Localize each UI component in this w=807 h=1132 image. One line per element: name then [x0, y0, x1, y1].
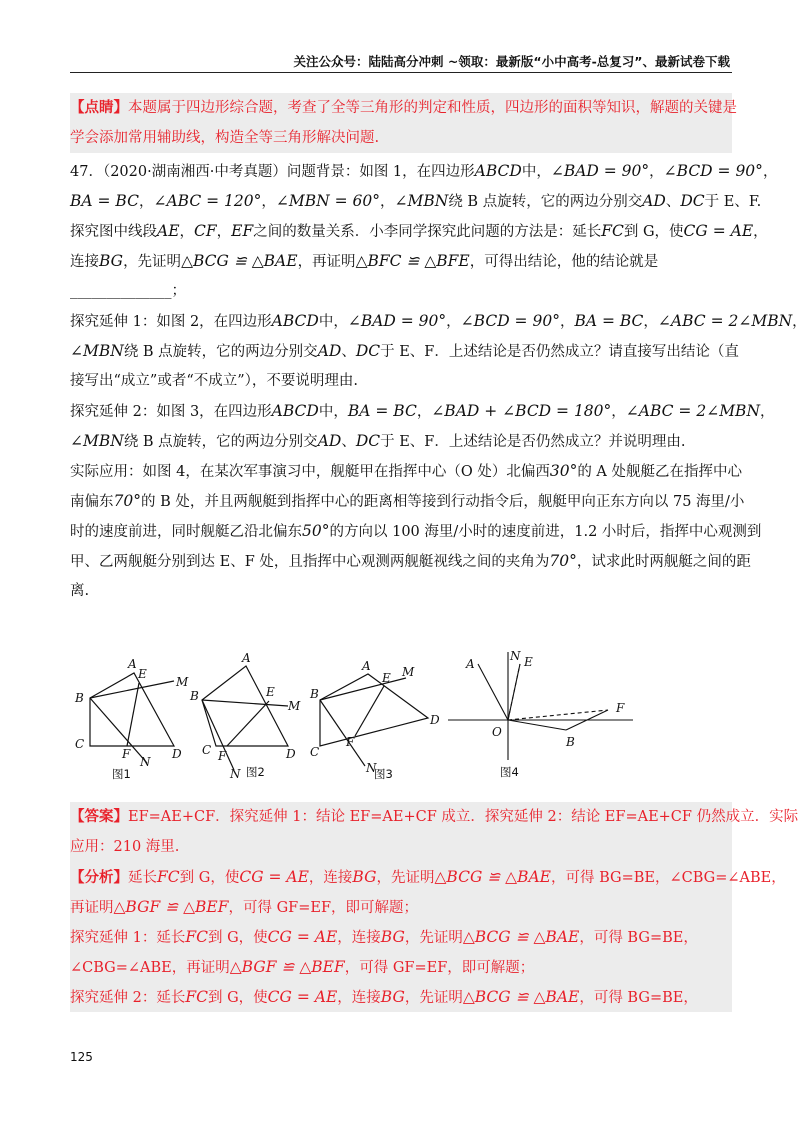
- remark-tag: 【点睛】: [70, 99, 128, 116]
- fig2-label-f: F: [218, 749, 227, 763]
- page-header: 关注公众号：陆陆高分冲刺 ~领取：最新版“小中高考-总复习”、最新试卷下载: [293, 54, 730, 69]
- fig3-label-e: E: [382, 671, 391, 685]
- fig1-label-f: F: [122, 747, 131, 761]
- problem-line-14: 甲、乙两舰艇分别到达 E、F 处，且指挥中心观测两舰艇视线之间的夹角为70°，试求此时两舰艇之间的距: [70, 552, 751, 570]
- fig4-label-e: E: [524, 655, 533, 669]
- remark-block: [70, 93, 737, 153]
- fig2-label-d: D: [286, 747, 296, 761]
- analysis-line-3: 探究延伸 1：延长FC到 G，使CG = AE，连接BG，先证明△BCG ≌ △BAE，可得 BG=BE，: [70, 928, 698, 946]
- problem-line-8: 接写出“成立”或者“不成立”），不要说明理由.: [70, 373, 359, 389]
- analysis-line-1: 【分析】延长FC到 G，使CG = AE，连接BG，先证明△BCG ≌ △BAE，可得 BG=BE，∠CBG=∠ABE，: [70, 868, 786, 886]
- fig2-label-b: B: [190, 689, 199, 703]
- problem-line-7: ∠MBN绕 B 点旋转，它的两边分别交AD、DC于 E、F．上述结论是否仍然成立？请直接写出结论（直: [70, 342, 739, 360]
- fig2-label-n: N: [230, 767, 241, 781]
- fig1-label-a: A: [128, 657, 137, 671]
- figure-4: [448, 648, 638, 787]
- problem-line-13: 时的速度前进，同时舰艇乙沿北偏东50°的方向以 100 海里/小时的速度前进，1.2 小时后，指挥中心观测到: [70, 522, 762, 540]
- problem-line-9: 探究延伸 2：如图 3，在四边形ABCD中，BA = BC，∠BAD + ∠BCD = 180°，∠ABC = 2∠MBN，: [70, 402, 775, 420]
- fig3-label-c: C: [310, 745, 320, 759]
- fig3-label-b: B: [310, 687, 319, 701]
- fig2-label-a: A: [242, 651, 251, 665]
- fig1-label-e: E: [138, 667, 147, 681]
- problem-line-12: 南偏东70°的 B 处，并且两舰艇到指挥中心的距离相等接到行动指令后，舰艇甲向正东方向以 75 海里/小: [70, 492, 745, 510]
- remark-line-2: 学会添加常用辅助线，构造全等三角形解决问题.: [70, 130, 380, 146]
- problem-line-4: 连接BG，先证明△BCG ≌ △BAE，再证明△BFC ≌ △BFE，可得出结论，他的结论就是: [70, 252, 659, 270]
- fig1-label-n: N: [140, 755, 151, 769]
- problem-line-6: 探究延伸 1：如图 2，在四边形ABCD中，∠BAD = 90°，∠BCD = 90°，BA = BC，∠ABC = 2∠MBN，: [70, 312, 807, 330]
- fig4-label-o: O: [492, 725, 502, 739]
- answer-tag: 【答案】: [70, 808, 128, 825]
- analysis-line-2: 再证明△BGF ≌ △BEF，可得 GF=EF，即可解题；: [70, 898, 419, 916]
- problem-line-2: BA = BC，∠ABC = 120°，∠MBN = 60°，∠MBN绕 B 点旋转，它的两边分别交AD、DC于 E、F.: [70, 192, 762, 210]
- problem-line-5: ______________；: [70, 283, 186, 299]
- fig4-caption: 图4: [500, 765, 519, 779]
- fig4-label-n: N: [510, 649, 521, 663]
- problem-line-1: 47．（2020·湖南湘西·中考真题）问题背景：如图 1，在四边形ABCD中，∠BAD = 90°，∠BCD = 90°，: [70, 162, 778, 180]
- fig2-label-e: E: [266, 685, 275, 699]
- problem-line-10: ∠MBN绕 B 点旋转，它的两边分别交AD、DC于 E、F．上述结论是否仍然成立？并说明理由.: [70, 432, 686, 450]
- fig1-label-d: D: [172, 747, 182, 761]
- answer-line-2: 应用：210 海里.: [70, 839, 180, 855]
- fig2-label-m: M: [288, 699, 301, 713]
- fig2-caption: 图2: [246, 765, 265, 779]
- problem-line-15: 离.: [70, 583, 90, 599]
- figure-2: [190, 648, 310, 787]
- page-number: 125: [70, 1050, 93, 1064]
- problem-line-3: 探究图中线段AE，CF，EF之间的数量关系．小李同学探究此问题的方法是：延长FC到 G，使CG = AE，: [70, 222, 768, 240]
- problem-47: [70, 156, 807, 606]
- figure-3: [310, 648, 450, 787]
- answer-block: [70, 802, 799, 1012]
- fig3-label-d: D: [430, 713, 440, 727]
- answer-line-1: 【答案】EF=AE+CF．探究延伸 1：结论 EF=AE+CF 成立．探究延伸 2：结论 EF=AE+CF 仍然成立．实际: [70, 808, 799, 825]
- figure-1: [70, 648, 190, 787]
- analysis-tag: 【分析】: [70, 869, 128, 886]
- problem-line-11: 实际应用：如图 4，在某次军事演习中，舰艇甲在指挥中心（O 处）北偏西30°的 A 处舰艇乙在指挥中心: [70, 462, 743, 480]
- fig1-label-b: B: [75, 691, 84, 705]
- fig3-caption: 图3: [374, 767, 393, 781]
- fig2-label-c: C: [202, 743, 212, 757]
- fig3-label-m: M: [402, 665, 415, 679]
- analysis-line-5: 探究延伸 2：延长FC到 G，使CG = AE，连接BG，先证明△BCG ≌ △BAE，可得 BG=BE，: [70, 988, 698, 1006]
- fig4-label-f: F: [616, 701, 625, 715]
- fig1-label-c: C: [75, 737, 85, 751]
- fig3-label-a: A: [362, 659, 371, 673]
- fig1-label-m: M: [176, 675, 189, 689]
- fig1-caption: 图1: [112, 767, 131, 781]
- fig4-label-a: A: [466, 657, 475, 671]
- analysis-line-4: ∠CBG=∠ABE，再证明△BGF ≌ △BEF，可得 GF=EF，即可解题；: [70, 958, 535, 976]
- remark-line-1: 【点睛】本题属于四边形综合题，考查了全等三角形的判定和性质，四边形的面积等知识，解题的关键是: [70, 99, 737, 116]
- header-rule: [70, 72, 732, 73]
- fig4-label-b: B: [566, 735, 575, 749]
- fig3-label-n: N: [366, 761, 377, 775]
- fig3-label-f: F: [346, 735, 355, 749]
